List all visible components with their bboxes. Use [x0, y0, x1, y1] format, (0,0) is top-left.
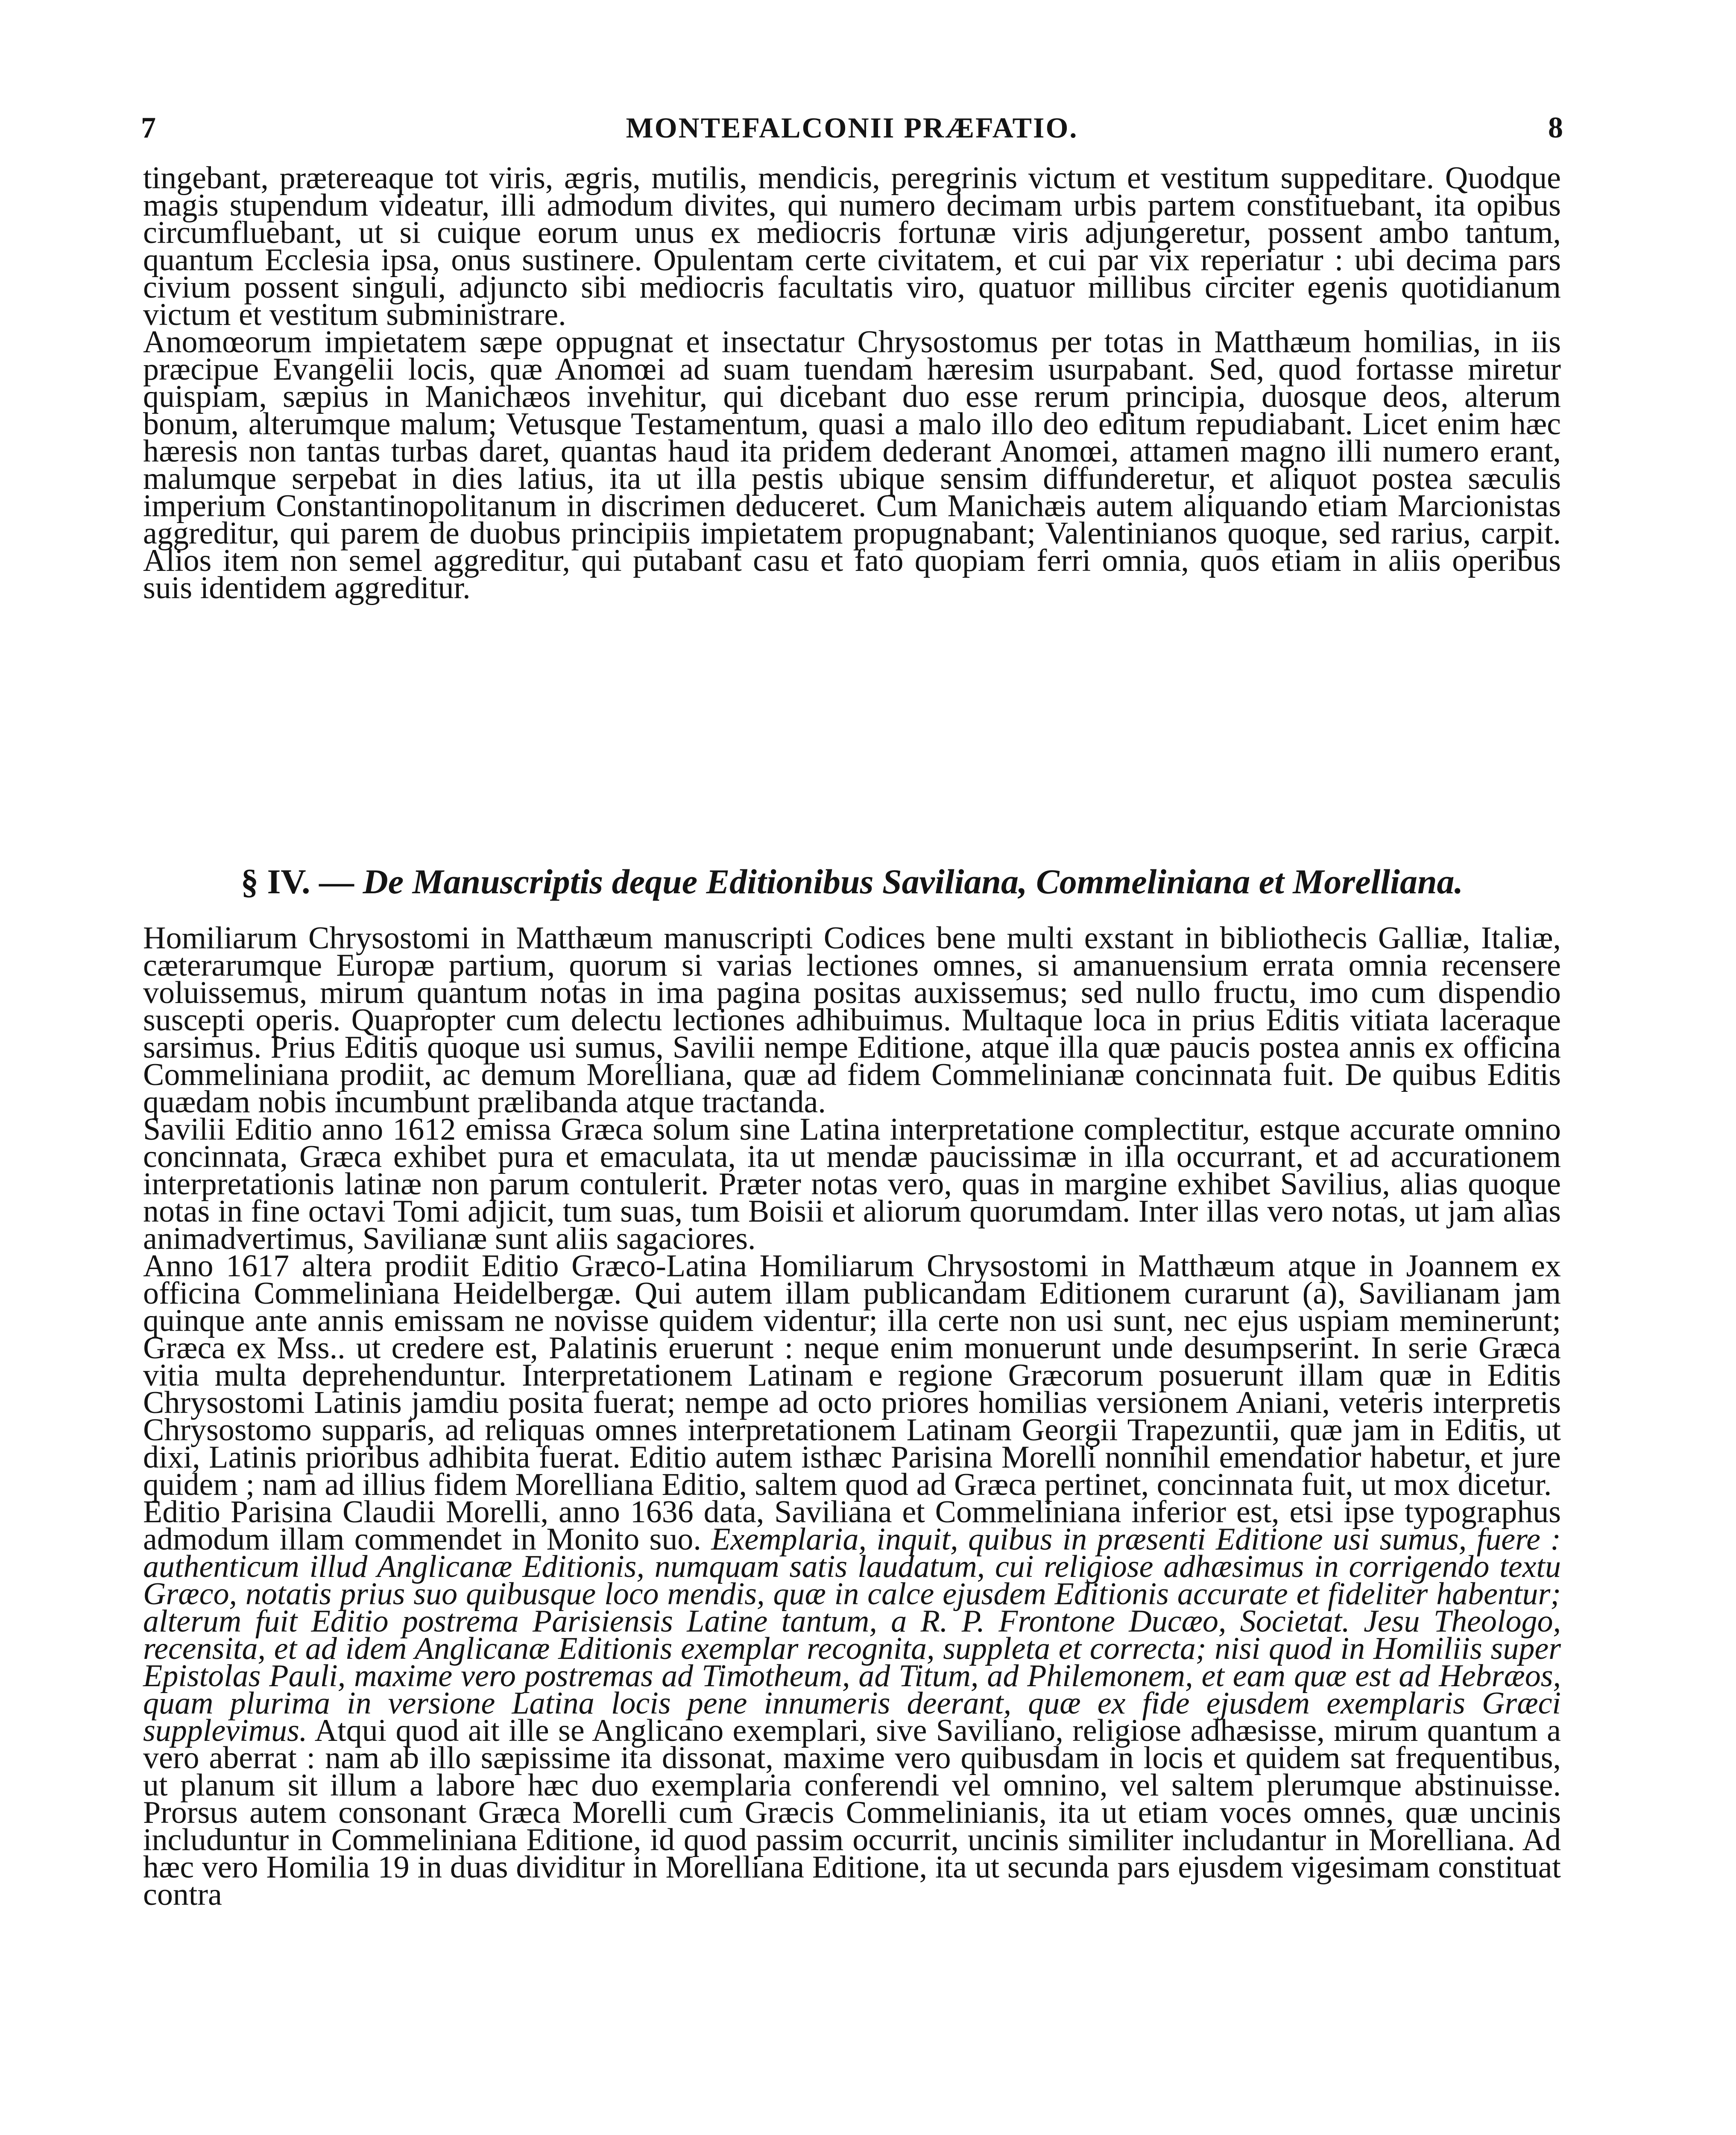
section-title: De Manuscriptis deque Editionibus Saviliana, Commeliniana et Morelliana. [363, 862, 1464, 901]
quotation-morelli: Exemplaria, inquit, quibus in præsenti Editione usi sumus, fuere : authenticum illud Anglicanæ Editionis, numquam satis laudatum, cui religiose adhæsimus in corrigendo textu Græco, notatis prius suo quibusque loco mendis, quæ in calce ejusdem Editionis accurate et fideliter habentur; alterum fuit Editio postrema Parisiensis Latine tantum, a R. P. Frontone Ducæo, Societat. Jesu Theologo, recensita, et ad idem Anglicanæ Editionis exemplar recognita, suppleta et correcta; nisi quod in Homiliis super Epistolas Pauli, maxime vero postremas ad Timotheum, ad Titum, ad Philemonem, et eam quæ est ad Hebræos, quam plurima in versione Latina locis pene innumeris deerant, quæ ex fide ejusdem exemplaris Græci supplevimus. [143, 1522, 1561, 1748]
running-header [141, 111, 1563, 154]
body-text-part2 [143, 921, 1561, 1912]
text-run: Anno 1617 altera prodiit Editio Græco-Latina Homiliarum Chrysostomi in Matthæum atque in Joannem ex officina Commeliniana Heidelbergæ. Qui autem illam publicandam Editionem curarunt [143, 1249, 1561, 1311]
paragraph-savilii: Savilii Editio anno 1612 emissa Græca solum sine Latina interpretatione complectitur, estque accurate omnino concinnata, Græca exhibet pura et emaculata, ita ut mendæ paucissimæ in illa occurrant, et ad accurationem interpretationis latinæ non parum contulerit. Præter notas vero, quas in margine exhibet Savilius, alias quoque notas in fine octavi Tomi adjicit, tum suas, tum Boisii et aliorum quorumdam. Inter illas vero notas, ut jam alias animadvertimus, Savilianæ sunt aliis sagaciores. [143, 1112, 1561, 1256]
paragraph-anomoei: Anomœorum impietatem sæpe oppugnat et insectatur Chrysostomus per totas in Matthæum homilias, in iis præcipue Evangelii locis, quæ Anomœi ad suam tuendam hæresim usurpabant. Sed, quod fortasse miretur quispiam, sæpius in Manichæos invehitur, qui dicebant duo esse rerum principia, duosque deos, alterum bonum, alterumque malum; Vetusque Testamentum, quasi a malo illo deo editum repudiabant. Licet enim hæc hæresis non tantas turbas daret, quantas haud ita pridem dederant Anomœi, attamen magno illi numero erant, malumque serpebat in dies latius, ita ut illa pestis ubique sensim diffunderetur, et aliquot postea sæculis imperium Constantinopolitanum in discrimen deduceret. Cum Manichæis autem aliquando etiam Marcionistas aggreditur, qui parem de duobus principiis impietatem propugnabant; Valentinianos quoque, sed rarius, carpit. Alios item non semel aggreditur, qui putabant casu et fato quopiam ferri omnia, quos etiam in aliis operibus suis identidem aggreditur. [143, 325, 1561, 605]
footnote-reference: (a) [1302, 1276, 1338, 1311]
body-text-part1 [143, 161, 1561, 605]
text-run: Atqui quod ait ille se Anglicano exemplari, sive Saviliano, religiose adhæsisse, mirum quantum a vero aberrat : nam ab illo sæpissime ita dissonat, maxime vero quibusdam in locis et quidem sat frequentibus, ut planum sit illum a labore hæc duo exemplaria conferendi vel omnino, vel saltem plerumque abstinuisse. Prorsus autem consonant Græca Morelli cum Græcis Commelinianis, ita ut etiam voces omnes, quæ uncinis includuntur in Commeliniana Editione, id quod passim occurrit, uncinis similiter includantur in Morelliana. Ad hæc vero Homilia 19 in duas dividitur in Morelliana Editione, ita ut secunda pars ejusdem vigesimam constituat contra [143, 1713, 1561, 1912]
text-run: Editio Parisina Claudii Morelli, anno 1636 data, Saviliana et Commeliniana inferior est, etsi ipse typographus admodum illam commendet in Monito suo. [143, 1494, 1561, 1557]
left-page-number: 7 [141, 111, 156, 144]
paragraph-codices: Homiliarum Chrysostomi in Matthæum manuscripti Codices bene multi exstant in bibliothecis Galliæ, Italiæ, cæterarumque Europæ partium, quorum si varias lectiones omnes, si amanuensium errata omnia recensere voluissemus, mirum quantum notas in ima pagina positas auxissemus; sed nullo fructu, imo cum dispendio suscepti operis. Quapropter cum delectu lectiones adhibuimus. Multaque loca in prius Editis vitiata laceraque sarsimus. Prius Editis quoque usi sumus, Savilii nempe Editione, atque illa quæ paucis postea annis ex officina Commeliniana prodiit, ac demum Morelliana, quæ ad fidem Commelinianæ concinnata fuit. De quibus Editis quædam nobis incumbunt prælibanda atque tractanda. [143, 921, 1561, 1120]
paragraph-commeliniana [143, 1249, 1561, 1502]
running-title: MONTEFALCONII PRÆFATIO. [626, 111, 1078, 144]
right-page-number: 8 [1548, 111, 1563, 144]
section-heading [143, 863, 1561, 901]
paragraph-continuation: tingebant, prætereaque tot viris, ægris, mutilis, mendicis, peregrinis victum et vestitum suppeditare. Quodque magis stupendum videatur, illi admodum divites, qui numero decimam urbis partem constituebant, ita opibus circumfluebant, ut si cuique eorum unus ex mediocris fortunæ viris adjungeretur, possent ambo tantum, quantum Ecclesia ipsa, onus sustinere. Opulentam certe civitatem, et cui par vix reperiatur : ubi decima pars civium possent singuli, adjuncto sibi mediocris facultatis viro, quatuor millibus circiter egenis quotidianum victum et vestitum subministrare. [143, 161, 1561, 332]
paragraph-morelliana [143, 1494, 1561, 1912]
section-number: § IV. — [240, 862, 354, 901]
text-run: , Savilianam jam quinque ante annis emissam ne novisse quidem videntur; illa certe non usi sunt, nec ejus uspiam meminerunt; Græca ex Mss.. ut credere est, Palatinis eruerunt : neque enim monuerunt unde desumpserint. In serie Græca vitia multa deprehenduntur. Interpretationem Latinam e regione Græcorum posuerunt illam quæ in Editis Chrysostomi Latinis jamdiu posita fuerat; nempe ad octo priores homilias versionem Aniani, veteris interpretis Chrysostomo supparis, ad reliquas omnes interpretationem Latinam Georgii Trapezuntii, quæ jam in Editis, ut dixi, Latinis prioribus adhibita fuerat. Editio autem isthæc Parisina Morelli nonnihil emendatior habetur, et jure quidem ; nam ad illius fidem Morelliana Editio, saltem quod ad Græca pertinet, concinnata fuit, ut mox dicetur. [143, 1276, 1561, 1502]
